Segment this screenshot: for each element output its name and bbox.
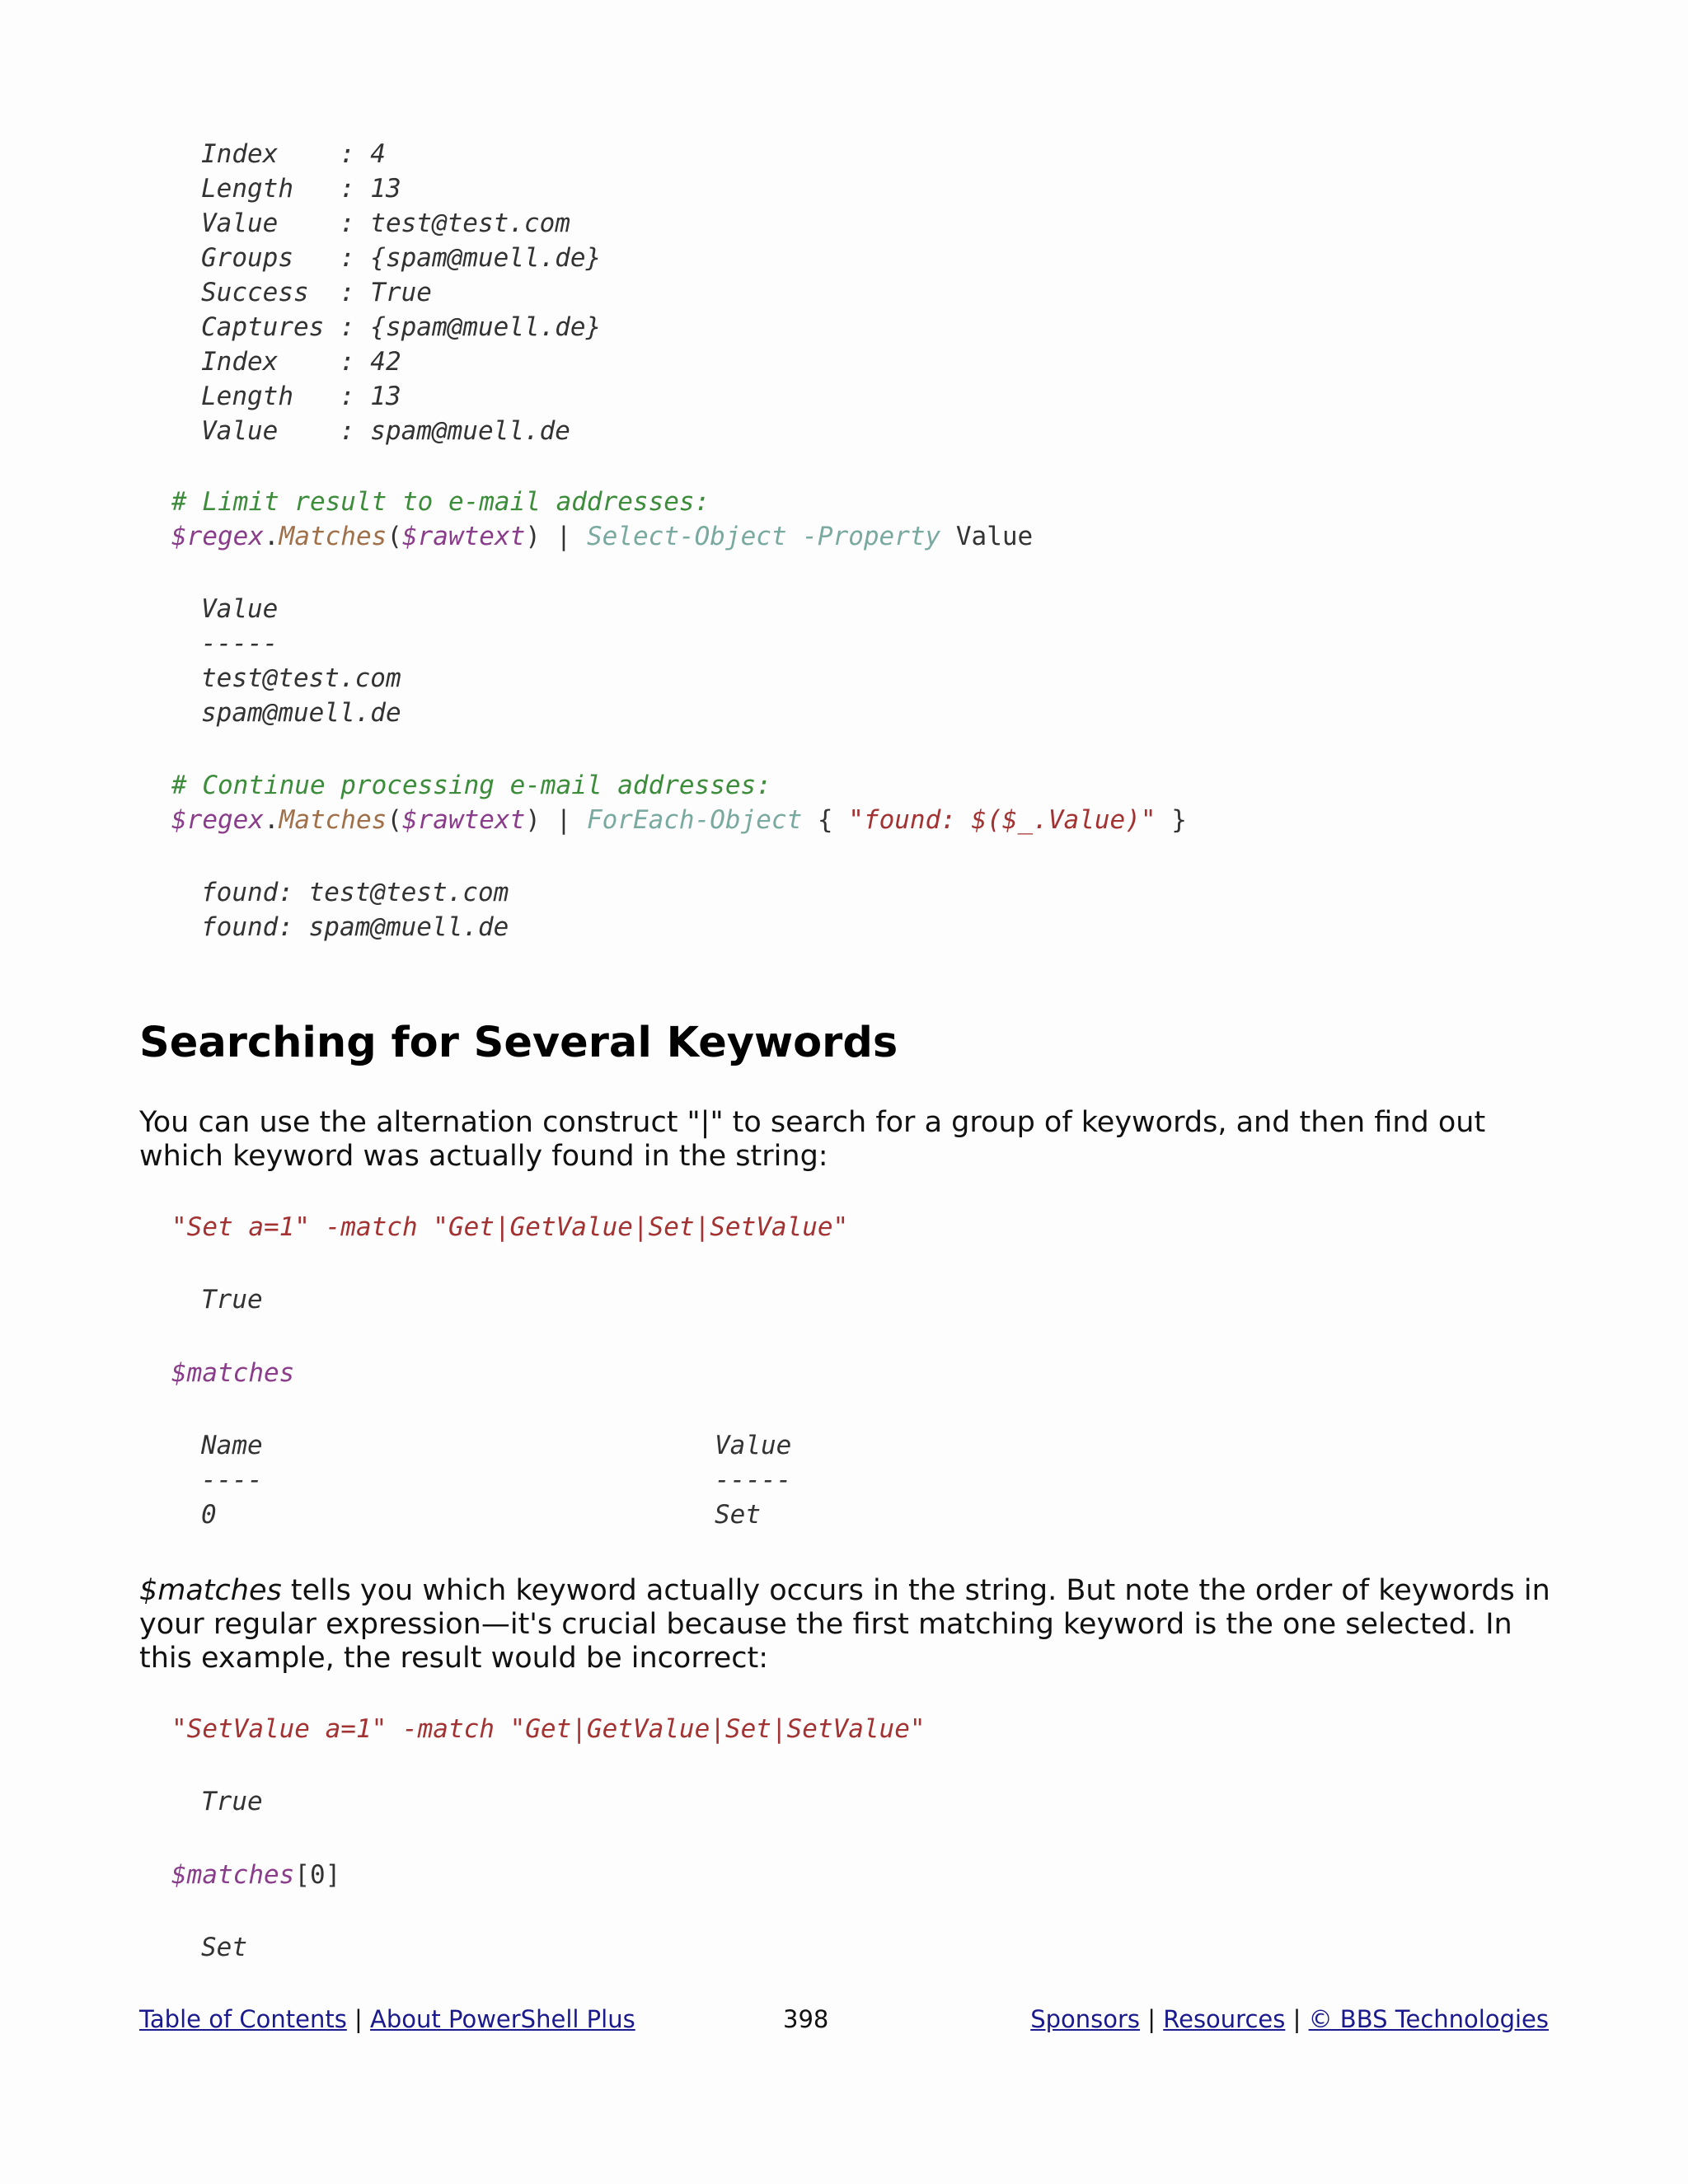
output-line: Set [201, 1933, 247, 1962]
table-header-value: Value [715, 1431, 792, 1460]
footer-separator: | [1140, 2005, 1164, 2033]
code-cmdlet: Select-Object -Property [586, 522, 941, 551]
code-line [171, 1210, 848, 1244]
code-string: "Get|GetValue|Set|SetValue" [433, 1212, 849, 1242]
output-line: Value [201, 594, 279, 624]
emphasis-variable: $matches [139, 1574, 282, 1607]
code-variable: $matches [171, 1860, 295, 1890]
table-cell: 0 [201, 1500, 217, 1530]
code-string: "SetValue a=1" [171, 1714, 387, 1744]
code-variable: $regex [171, 522, 264, 551]
footer-separator: | [346, 2005, 371, 2033]
output-line: found: spam@muell.de [201, 912, 509, 942]
output-line: Value : spam@muell.de [201, 416, 570, 446]
output-line: Index : 4 [201, 139, 386, 169]
section-heading: Searching for Several Keywords [139, 1019, 898, 1067]
code-operator: -match [387, 1714, 510, 1744]
code-punctuation: . [263, 522, 279, 551]
output-line: spam@muell.de [201, 698, 401, 728]
code-line [171, 803, 1187, 837]
output-line: Length : 13 [201, 174, 401, 204]
code-string: "Set a=1" [171, 1212, 310, 1242]
output-line: ----- [201, 629, 279, 658]
code-comment: # Limit result to e-mail addresses: [171, 487, 710, 517]
output-line: test@test.com [201, 663, 401, 693]
code-variable: $matches [171, 1358, 295, 1388]
table-cell: Set [715, 1500, 761, 1530]
sponsors-link[interactable]: Sponsors [1030, 2005, 1141, 2033]
code-string: "Get|GetValue|Set|SetValue" [509, 1714, 926, 1744]
code-punctuation: ) | [525, 805, 587, 835]
about-powershell-plus-link[interactable]: About PowerShell Plus [370, 2005, 635, 2033]
code-punctuation: } [1156, 805, 1187, 835]
output-line: Value : test@test.com [201, 209, 570, 238]
code-punctuation: ( [387, 522, 402, 551]
footer-separator: | [1285, 2005, 1309, 2033]
code-argument: Value [940, 522, 1034, 551]
code-line [171, 1858, 340, 1892]
resources-link[interactable]: Resources [1163, 2005, 1286, 2033]
code-punctuation: { [802, 805, 849, 835]
code-line [171, 519, 1033, 554]
code-variable: $rawtext [401, 805, 526, 835]
table-of-contents-link[interactable]: Table of Contents [139, 2005, 347, 2033]
code-comment: # Continue processing e-mail addresses: [171, 771, 771, 800]
footer-right [1030, 2003, 1549, 2036]
code-punctuation: ( [387, 805, 402, 835]
code-punctuation: ) | [525, 522, 587, 551]
code-operator: -match [309, 1212, 434, 1242]
code-string: "found: $($_.Value)" [848, 805, 1156, 835]
explanation-paragraph [139, 1574, 1557, 1675]
page-number: 398 [783, 2005, 829, 2033]
output-line: Captures : {spam@muell.de} [201, 312, 602, 342]
code-line [171, 1712, 926, 1746]
output-line: Success : True [201, 278, 432, 307]
output-line: True [201, 1285, 263, 1315]
output-line: Groups : {spam@muell.de} [201, 243, 602, 273]
output-line: Length : 13 [201, 382, 401, 411]
code-variable: $rawtext [401, 522, 526, 551]
footer-left [139, 2003, 635, 2036]
output-line: Index : 42 [201, 347, 401, 377]
code-cmdlet: ForEach-Object [586, 805, 803, 835]
table-rule: ----- [715, 1465, 792, 1495]
paragraph-text: tells you which keyword actually occurs in the string. But note the order of keywords in your regular expression—it's crucial because the first matching keyword is the one selected. In this example, the result would be incorrect: [139, 1574, 1550, 1675]
code-punctuation: . [263, 805, 279, 835]
code-variable: $regex [171, 805, 264, 835]
table-rule: ---- [201, 1465, 263, 1495]
code-method: Matches [279, 522, 387, 551]
code-index: [0] [294, 1860, 341, 1890]
code-method: Matches [279, 805, 387, 835]
output-line: found: test@test.com [201, 878, 509, 907]
bbs-technologies-link[interactable]: © BBS Technologies [1308, 2005, 1549, 2033]
table-header-name: Name [201, 1431, 263, 1460]
intro-paragraph: You can use the alternation construct "|" to search for a group of keywords, and then find out which keyword was actually found in the string: [139, 1106, 1486, 1173]
output-line: True [201, 1787, 263, 1816]
